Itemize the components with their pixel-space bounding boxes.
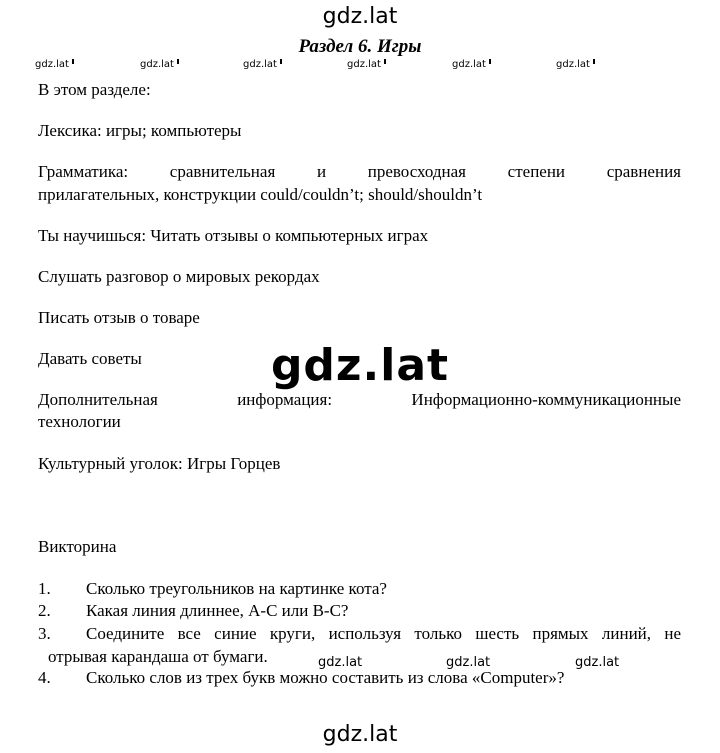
listen-text: Слушать разговор о мировых рекордах <box>38 267 320 286</box>
watermark-small: gdz.lat <box>243 59 282 71</box>
culture-text: Культурный уголок: Игры Горцев <box>38 454 281 473</box>
quiz-question-continuation: отрывая карандаша от бумаги. <box>48 647 268 666</box>
watermark-small: gdz.lat <box>556 59 595 71</box>
write-text: Писать отзыв о товаре <box>38 308 200 327</box>
lexis-text: Лексика: игры; компьютеры <box>38 121 242 140</box>
intro-text: В этом разделе: <box>38 80 151 99</box>
grammar-line-2: прилагательных, конструкции could/couldn’t; should/shouldn’t <box>38 185 483 204</box>
watermark-bottom: gdz.lat <box>322 722 398 747</box>
learn-text: Ты научишься: Читать отзывы о компьютерных играх <box>38 226 429 245</box>
watermark-mid: gdz.lat <box>446 655 491 670</box>
quiz-question: Какая линия длиннее, A-C или B-C? <box>86 601 349 620</box>
watermark-small: gdz.lat <box>140 59 179 71</box>
quiz-question: Соедините все синие круги, используя только шесть прямых линий, не <box>86 624 681 643</box>
extra-line-1: Дополнительная информация: Информационно-коммуникационные <box>38 390 681 409</box>
quiz-title: Викторина <box>38 537 117 556</box>
quiz-number: 2. <box>38 601 51 620</box>
advice-text: Давать советы <box>38 349 142 368</box>
watermark-mid: gdz.lat <box>318 655 363 670</box>
watermark-small: gdz.lat <box>347 59 386 71</box>
grammar-line-1: Грамматика: сравнительная и превосходная степени сравнения <box>38 162 681 181</box>
extra-line-2: технологии <box>38 412 121 431</box>
watermark-row <box>0 59 720 73</box>
watermark-top: gdz.lat <box>322 4 398 29</box>
quiz-number: 4. <box>38 668 51 687</box>
quiz-number: 3. <box>38 624 51 643</box>
section-title: Раздел 6. Игры <box>298 36 422 57</box>
quiz-question: Сколько треугольников на картинке кота? <box>86 579 387 598</box>
watermark-small: gdz.lat <box>452 59 491 71</box>
watermark-center: gdz.lat <box>270 340 450 391</box>
watermark-mid: gdz.lat <box>575 655 620 670</box>
quiz-question: Сколько слов из трех букв можно составить из слова «Computer»? <box>86 668 565 687</box>
watermark-small: gdz.lat <box>35 59 74 71</box>
quiz-number: 1. <box>38 579 51 598</box>
